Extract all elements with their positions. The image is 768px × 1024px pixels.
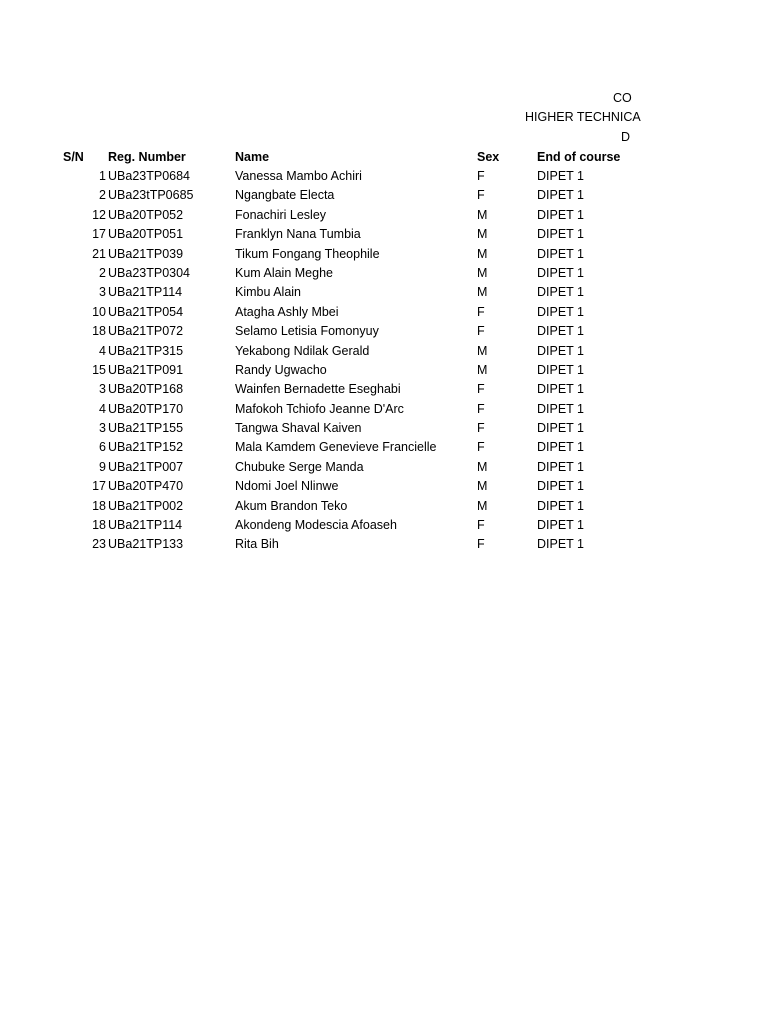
column-header-reg-number: Reg. Number (108, 150, 186, 164)
row-sn: 2 (99, 265, 106, 280)
row-name: Kum Alain Meghe (235, 265, 333, 280)
row-sn: 17 (92, 227, 106, 242)
row-name: Franklyn Nana Tumbia (235, 227, 361, 242)
row-reg-number: UBa21TP152 (108, 440, 184, 455)
row-name: Fonachiri Lesley (235, 207, 327, 222)
row-sn: 18 (92, 518, 106, 533)
row-sn: 1 (99, 169, 106, 183)
row-sex: F (477, 188, 485, 203)
row-reg-number: UBa23TP0304 (108, 265, 191, 280)
row-reg-number: UBa20TP168 (108, 382, 184, 397)
header-line-2: HIGHER TECHNICA (525, 110, 641, 124)
row-sex: M (477, 265, 488, 280)
row-sn: 12 (92, 207, 106, 222)
column-header-end-of-course: End of course (537, 150, 621, 164)
row-name: Mafokoh Tchiofo Jeanne D'Arc (235, 401, 404, 416)
row-reg-number: UBa20TP170 (108, 401, 184, 416)
table-row (0, 478, 629, 497)
row-sex: F (477, 304, 485, 319)
row-reg-number: UBa20TP052 (108, 207, 184, 222)
row-end-of-course: DIPET 1 (537, 285, 585, 300)
table-row (0, 459, 629, 478)
row-sex: F (477, 324, 485, 339)
row-sn: 3 (99, 382, 106, 397)
row-end-of-course: DIPET 1 (537, 343, 585, 358)
row-sn: 10 (92, 304, 106, 319)
row-reg-number: UBa21TP054 (108, 304, 184, 319)
row-end-of-course: DIPET 1 (537, 304, 585, 319)
row-reg-number: UBa21TP039 (108, 246, 184, 261)
row-name: Tangwa Shaval Kaiven (235, 421, 362, 436)
row-reg-number: UBa21TP091 (108, 362, 184, 377)
row-sex: F (477, 421, 485, 436)
row-sn: 21 (92, 246, 106, 261)
row-sn: 2 (99, 188, 106, 203)
row-end-of-course: DIPET 1 (537, 518, 585, 533)
row-sex: F (477, 440, 485, 455)
row-reg-number: UBa20TP051 (108, 227, 184, 242)
student-list (0, 168, 629, 556)
row-name: Wainfen Bernadette Eseghabi (235, 382, 401, 397)
row-sn: 9 (99, 459, 106, 474)
table-row (0, 187, 629, 206)
row-name: Vanessa Mambo Achiri (235, 169, 362, 183)
row-reg-number: UBa21TP315 (108, 343, 184, 358)
row-sn: 23 (92, 537, 106, 552)
row-end-of-course: DIPET 1 (537, 459, 585, 474)
row-sex: M (477, 459, 488, 474)
table-row (0, 439, 629, 458)
row-end-of-course: DIPET 1 (537, 498, 585, 513)
row-reg-number: UBa21TP155 (108, 421, 184, 436)
row-reg-number: UBa21TP114 (108, 285, 183, 300)
table-row (0, 207, 629, 226)
table-row (0, 168, 629, 187)
table-row (0, 304, 629, 323)
row-sn: 18 (92, 324, 106, 339)
row-sn: 4 (99, 401, 106, 416)
header-line-3: D (621, 130, 631, 144)
row-name: Chubuke Serge Manda (235, 459, 364, 474)
row-name: Akondeng Modescia Afoaseh (235, 518, 397, 533)
row-end-of-course: DIPET 1 (537, 246, 585, 261)
row-end-of-course: DIPET 1 (537, 169, 585, 183)
row-end-of-course: DIPET 1 (537, 265, 585, 280)
row-name: Akum Brandon Teko (235, 498, 348, 513)
table-row (0, 381, 629, 400)
table-row (0, 265, 629, 284)
row-sn: 3 (99, 285, 106, 300)
row-sex: F (477, 401, 485, 416)
row-reg-number: UBa21TP133 (108, 537, 184, 552)
table-row (0, 401, 629, 420)
row-sex: M (477, 498, 488, 513)
header-line-1: CO (613, 91, 632, 105)
row-reg-number: UBa23TP0684 (108, 169, 191, 183)
column-header-name: Name (235, 150, 270, 164)
row-reg-number: UBa23tTP0685 (108, 188, 194, 203)
row-sex: F (477, 537, 485, 552)
row-sn: 18 (92, 498, 106, 513)
table-row (0, 420, 629, 439)
table-row (0, 498, 629, 517)
row-end-of-course: DIPET 1 (537, 362, 585, 377)
row-name: Kimbu Alain (235, 285, 302, 300)
row-reg-number: UBa21TP002 (108, 498, 184, 513)
row-end-of-course: DIPET 1 (537, 479, 585, 494)
table-row (0, 246, 629, 265)
table-row (0, 226, 629, 245)
row-sex: M (477, 362, 488, 377)
row-reg-number: UBa21TP007 (108, 459, 184, 474)
row-sn: 4 (99, 343, 106, 358)
table-row (0, 343, 629, 362)
column-header-sex: Sex (477, 150, 500, 164)
table-row (0, 284, 629, 303)
row-sex: M (477, 479, 488, 494)
row-end-of-course: DIPET 1 (537, 324, 585, 339)
row-sex: M (477, 343, 488, 358)
row-reg-number: UBa20TP470 (108, 479, 184, 494)
row-sex: F (477, 382, 485, 397)
row-sex: F (477, 169, 485, 183)
row-reg-number: UBa21TP114 (108, 518, 183, 533)
row-end-of-course: DIPET 1 (537, 537, 585, 552)
row-sn: 17 (92, 479, 106, 494)
table-row (0, 362, 629, 381)
row-name: Ngangbate Electa (235, 188, 335, 203)
row-name: Ndomi Joel Nlinwe (235, 479, 339, 494)
row-name: Atagha Ashly Mbei (235, 304, 339, 319)
row-end-of-course: DIPET 1 (537, 227, 585, 242)
row-sex: M (477, 207, 488, 222)
column-header-sn: S/N (63, 150, 84, 164)
row-sn: 6 (99, 440, 106, 455)
row-sex: M (477, 246, 488, 261)
row-sex: F (477, 518, 485, 533)
row-sn: 3 (99, 421, 106, 436)
row-end-of-course: DIPET 1 (537, 440, 585, 455)
row-end-of-course: DIPET 1 (537, 207, 585, 222)
row-end-of-course: DIPET 1 (537, 382, 585, 397)
row-reg-number: UBa21TP072 (108, 324, 184, 339)
table-row (0, 536, 629, 555)
row-end-of-course: DIPET 1 (537, 188, 585, 203)
row-sex: M (477, 227, 488, 242)
table-row (0, 517, 629, 536)
row-name: Tikum Fongang Theophile (235, 246, 380, 261)
row-name: Rita Bih (235, 537, 279, 552)
row-end-of-course: DIPET 1 (537, 401, 585, 416)
row-name: Mala Kamdem Genevieve Francielle (235, 440, 437, 455)
row-name: Selamo Letisia Fomonyuy (235, 324, 379, 339)
row-sn: 15 (92, 362, 106, 377)
row-sex: M (477, 285, 488, 300)
table-row (0, 323, 629, 342)
row-end-of-course: DIPET 1 (537, 421, 585, 436)
row-name: Yekabong Ndilak Gerald (235, 343, 370, 358)
row-name: Randy Ugwacho (235, 362, 327, 377)
